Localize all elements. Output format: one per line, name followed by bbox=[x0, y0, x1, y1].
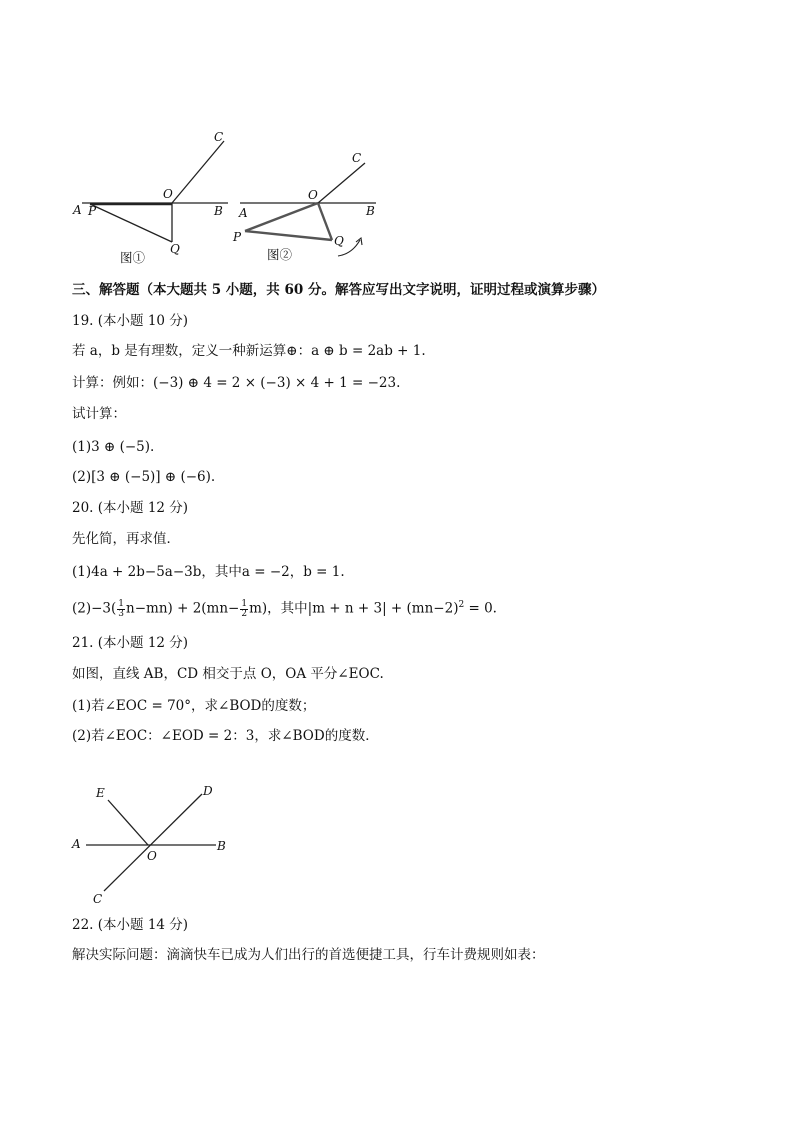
fig2-label-o: O bbox=[308, 188, 318, 202]
q21-heading: 21. (本小题 12 分) bbox=[72, 635, 189, 651]
q21-statement: 如图，直线 AB，CD 相交于点 O，OA 平分∠EOC. bbox=[72, 666, 384, 682]
figure-1 bbox=[82, 141, 228, 242]
fig1-label-q: Q bbox=[170, 242, 180, 256]
frac2-num: 1 bbox=[241, 598, 248, 609]
frac2-den: 2 bbox=[241, 608, 248, 619]
q20-part2-b: n−mn) + 2(mn− bbox=[126, 600, 240, 617]
fig3-label-e: E bbox=[96, 786, 105, 800]
figure-2 bbox=[240, 163, 376, 256]
q20-part1: (1)4a + 2b−5a−3b，其中a = −2，b = 1. bbox=[72, 564, 345, 580]
fig3-label-b: B bbox=[217, 839, 226, 853]
fig1-label-b: B bbox=[214, 204, 223, 218]
q19-part2: (2)[3 ⊕ (−5)] ⊕ (−6). bbox=[72, 469, 216, 485]
fraction-one-half bbox=[240, 600, 248, 619]
frac1-den: 3 bbox=[118, 608, 125, 619]
fig3-label-c: C bbox=[93, 892, 103, 906]
q22-statement: 解决实际问题：滴滴快车已成为人们出行的首选便捷工具，行车计费规则如表： bbox=[72, 947, 545, 963]
fig2-label-c: C bbox=[352, 151, 362, 165]
q20-part2-exp: 2 bbox=[458, 600, 465, 610]
q20-part2 bbox=[72, 595, 497, 619]
q19-instruction: 试计算： bbox=[72, 406, 126, 422]
q20-heading: 20. (本小题 12 分) bbox=[72, 500, 189, 516]
fig2-label-a: A bbox=[239, 206, 248, 220]
fig1-label-o: O bbox=[163, 187, 173, 201]
fig2-label-b: B bbox=[366, 204, 375, 218]
fig1-label-p: P bbox=[88, 204, 97, 218]
fig2-caption: 图② bbox=[267, 247, 293, 262]
fig2-label-q: Q bbox=[334, 234, 344, 248]
fraction-one-third bbox=[117, 600, 125, 619]
q20-instruction: 先化简，再求值． bbox=[72, 531, 180, 547]
q19-example: 计算：例如：(−3) ⊕ 4 = 2 × (−3) × 4 + 1 = −23. bbox=[72, 375, 401, 391]
q22-heading: 22. (本小题 14 分) bbox=[72, 917, 189, 933]
fig1-caption: 图① bbox=[120, 250, 146, 265]
q21-part1: (1)若∠EOC = 70°，求∠BOD的度数； bbox=[72, 698, 316, 714]
fig2-label-p: P bbox=[233, 230, 242, 244]
fig3-label-o: O bbox=[147, 849, 157, 863]
fig3-label-a: A bbox=[72, 837, 81, 851]
q19-definition: 若 a，b 是有理数，定义一种新运算⊕：a ⊕ b = 2ab + 1. bbox=[72, 343, 426, 359]
q20-part2-c: m)，其中|m + n + 3| + (mn−2) bbox=[249, 600, 459, 617]
q20-part2-d: = 0. bbox=[464, 600, 497, 617]
q21-part2: (2)若∠EOC：∠EOD = 2：3，求∠BOD的度数． bbox=[72, 728, 379, 744]
figure-3 bbox=[86, 794, 216, 891]
q20-part2-a: (2)−3( bbox=[72, 600, 117, 617]
q19-heading: 19. (本小题 10 分) bbox=[72, 313, 189, 329]
fig1-label-c: C bbox=[214, 130, 224, 144]
fig3-label-d: D bbox=[203, 784, 213, 798]
section3-header: 三、解答题（本大题共 5 小题，共 60 分。解答应写出文字说明，证明过程或演算步骤） bbox=[72, 282, 605, 298]
q19-part1: (1)3 ⊕ (−5). bbox=[72, 439, 155, 455]
fig1-label-a: A bbox=[73, 203, 82, 217]
frac1-num: 1 bbox=[118, 598, 125, 609]
